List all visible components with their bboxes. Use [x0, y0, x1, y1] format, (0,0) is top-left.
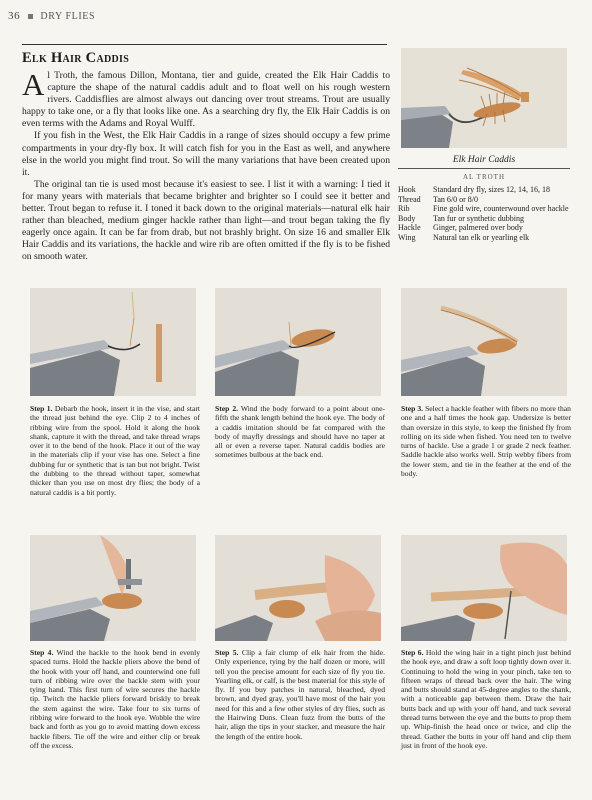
recipe-author: AL TROTH	[462, 173, 506, 181]
recipe-box	[398, 155, 570, 243]
article-title: Elk Hair Caddis	[22, 50, 130, 66]
paragraph-1: Al Troth, the famous Dillon, Montana, tier and guide, created the Elk Hair Caddis to capture the shape of the natural caddis adult and to float well on his rough western rivers. Caddisflies are almost always out dancing over trout streams. Trout are usually happy to take one, or a fly that looks like one. As a searching dry fly, the Elk Hair Caddis is on even terms with the Adams and Royal Wulff.	[22, 67, 390, 130]
article-body	[22, 67, 390, 264]
recipe-row: Thread Tan 6/0 or 8/0	[398, 194, 478, 204]
page-number: 36	[8, 10, 21, 22]
paragraph-2: If you fish in the West, the Elk Hair Caddis in a range of sizes should occupy a few prime compartments in your dry-fly box. It will catch fish for you in the East as well, and anywhere else in the world you might find trout. So will the many variations that have been created upon it.	[22, 130, 390, 178]
paragraph-3: The original tan tie is used most because it's easiest to see. I list it with a warning: I tied it for many years with materials that became brighter and brighter so I could see it better and better. Trout began to refuse it. I toned it back down to the original materials—natural elk hair rather than bleached, medium ginger hackle rather than light—and trout began taking the fly eagerly once again. It can be far from drab, but not brashly bright. On size 16 and smaller Elk Hair Caddis and its variations, the hackle and wire rib are often omitted if the fly is to be fished on smooth water.	[22, 178, 390, 263]
finished-fly-photo	[401, 48, 567, 148]
step-6-caption: Step 6. Hold the wing hair in a tight pinch just behind the hook eye, and draw a soft loop tightly down over it. Continuing to hold the wing in your pinch, take ten to fifteen wraps of thread back over the hair. The wing and butts should stand at 45-degree angles to the shank, with a noticeable gap between them. Draw the hair butts back and up with your off hand, and tuck several thread turns between the eye and the butts to prop them up. Whip-finish the head once or twice, and clip the thread. Gather the butts in your off hand and clip them just in front of the hook eye.	[401, 648, 571, 750]
drop-cap: A	[22, 67, 45, 102]
recipe-row: Hackle Ginger, palmered over body	[398, 223, 523, 233]
step-2-photo	[215, 288, 381, 396]
step-2-caption: Step 2. Wind the body forward to a point about one-fifth the shank length behind the hook eye. The body of a caddis imitation should be fat compared with the body of mayfly dressings and should have no taper at all or even a reverse taper. Natural caddis bodies are sometimes bulbous at the back end.	[215, 404, 385, 460]
recipe-row: Wing Natural tan elk or yearling elk	[398, 232, 530, 242]
step-4-photo	[30, 535, 196, 641]
bullet-square-icon	[28, 14, 33, 19]
step-3-caption: Step 3. Select a hackle feather with fibers no more than one and a half times the hook gap. Undersize is better than oversize in this style, to keep the finished fly from rolling on its side when fished. You need ten to twelve turns of hackle. Use a grade 1 or grade 2 neck feather. Saddle hackle also works well. Strip webby fibers from the lower stem, and tie in the feather at the end of the body.	[401, 404, 571, 479]
step-1-photo	[30, 288, 196, 396]
recipe-row: Body Tan fur or synthetic dubbing	[398, 213, 524, 223]
section-title: DRY FLIES	[40, 11, 96, 22]
step-6-photo	[401, 535, 567, 641]
step-5-photo	[215, 535, 381, 641]
recipe-row: Hook Standard dry fly, sizes 12, 14, 16, 18	[398, 185, 551, 194]
recipe-title: Elk Hair Caddis	[398, 155, 570, 169]
running-header	[8, 10, 95, 24]
step-4-caption: Step 4. Wind the hackle to the hook bend in evenly spaced turns. Hold the hackle pliers above the bend of the hook with your off hand, and counterwind one full turn of ribbing wire over the hackle stem with your tying hand. This first turn of wire secures the hackle tip. Twitch the hackle pliers forward briskly to break the stem against the wire. Take four to six turns of ribbing wire forward to the hook eye. Wobble the wire back and forth as you go to avoid matting down excess hackle fibers. Tie off the wire and either clip or break off the excess.	[30, 648, 200, 750]
step-3-photo	[401, 288, 567, 396]
step-5-caption: Step 5. Clip a fair clump of elk hair from the hide. Only experience, tying by the half dozen or more, will tell you the precise amount for each size of fly you tie. Yearling elk, or calf, is the best material for this style of fly. If you buy patches in natural, bleached, dyed brown, and dyed gray, you'll have most of the hair you need for this and a few other styles of dry flies, such as the Hairwing Duns. Clean fuzz from the butts of the hair, align the tips in your stacker, and measure the hair the length of the entire hook.	[215, 648, 385, 741]
article-title-bar	[22, 44, 387, 67]
step-1-caption: Step 1. Debarb the hook, insert it in the vise, and start the thread just behind the eye. Clip 2 to 4 inches of ribbing wire from the spool. Hold it along the hook shank, capture it with the thread, and take thread wraps over it to the bend of the hook. Place it out of the way in the materials clip if your vise has one. Select a fine dubbing fur or synthetic that is tan but not bright. Twist the dubbing to the thread without taper, somewhat thicker than you use on most dry flies; the body of a natural caddis is a bit portly.	[30, 404, 200, 497]
recipe-row: Rib Fine gold wire, counterwound over hackle	[398, 204, 569, 214]
